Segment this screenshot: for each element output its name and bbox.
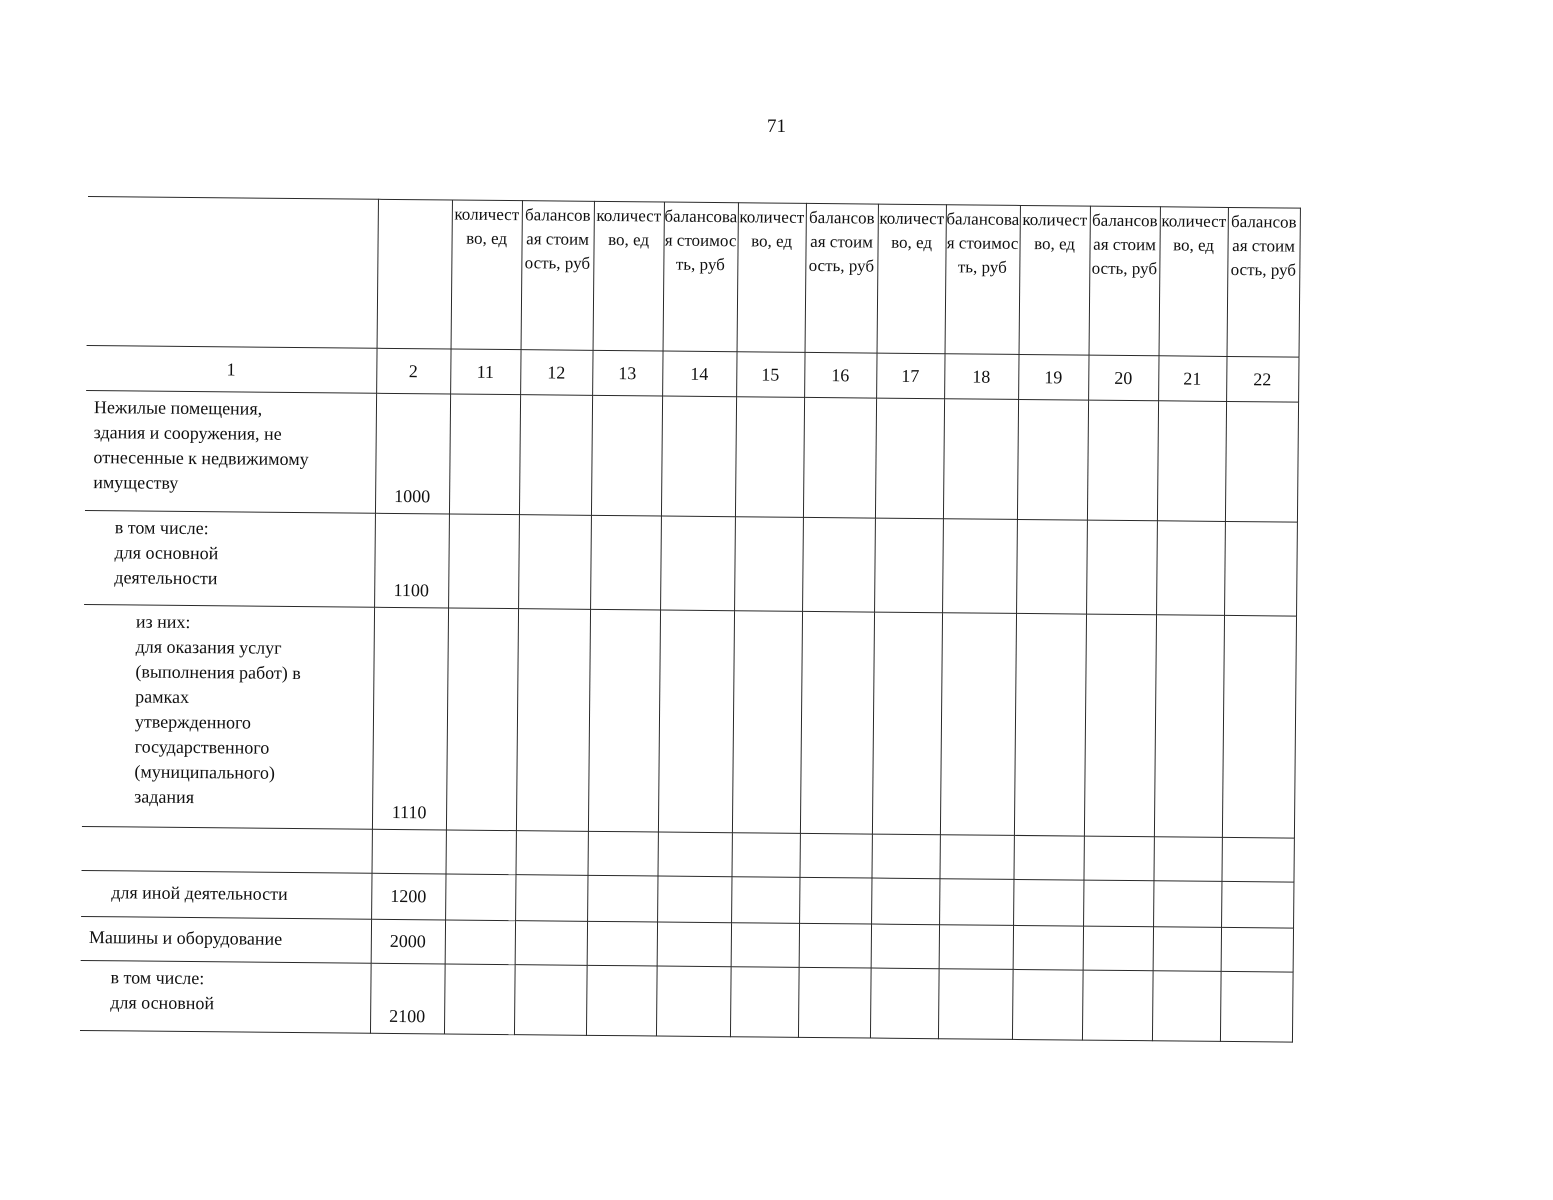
column-number: 11 xyxy=(450,349,520,395)
data-cell xyxy=(516,609,590,832)
row-code: 1110 xyxy=(372,607,448,830)
data-cell xyxy=(871,878,939,925)
data-cell xyxy=(587,921,657,966)
data-cell xyxy=(590,515,661,610)
data-cell xyxy=(1013,879,1083,926)
data-cell xyxy=(731,923,799,968)
data-cell xyxy=(1012,969,1083,1040)
data-cell xyxy=(1221,927,1293,972)
subheader-balance-value: балансовая стоимость, руб xyxy=(805,203,878,353)
data-cell xyxy=(1222,615,1296,838)
data-cell xyxy=(799,877,871,924)
data-cell xyxy=(519,395,592,516)
data-cell xyxy=(798,967,871,1038)
data-cell xyxy=(657,922,731,967)
column-number: 16 xyxy=(804,352,876,398)
data-cell xyxy=(1221,837,1293,882)
data-cell xyxy=(939,835,1013,880)
data-cell xyxy=(444,964,515,1035)
data-cell xyxy=(445,920,515,965)
data-cell xyxy=(730,967,799,1038)
row-code: 2100 xyxy=(370,963,445,1034)
data-cell xyxy=(1084,614,1156,837)
subheader-balance-value: балансовая стоимость, руб xyxy=(1089,206,1160,356)
data-cell xyxy=(658,610,734,833)
row-code: 2000 xyxy=(371,919,445,964)
data-cell xyxy=(803,397,876,518)
data-cell xyxy=(734,517,803,612)
row-label: для иной деятельности xyxy=(81,870,371,919)
data-cell xyxy=(1157,401,1226,522)
column-number: 13 xyxy=(592,350,662,396)
data-cell xyxy=(1013,925,1083,970)
row-code: 1100 xyxy=(374,513,449,608)
data-cell xyxy=(657,876,731,923)
header-row xyxy=(87,196,1300,357)
data-cell xyxy=(516,831,588,876)
column-number: 21 xyxy=(1158,356,1226,402)
data-cell xyxy=(1154,615,1224,838)
data-cell xyxy=(515,875,587,922)
data-cell xyxy=(1082,970,1153,1041)
column-number: 18 xyxy=(944,354,1018,400)
data-cell xyxy=(871,834,939,879)
data-cell xyxy=(802,517,875,612)
data-cell xyxy=(1017,399,1088,520)
data-cell xyxy=(1016,519,1087,614)
column-number: 1 xyxy=(86,345,376,393)
data-cell xyxy=(1156,521,1225,616)
data-cell xyxy=(1220,971,1293,1042)
data-cell xyxy=(1153,881,1221,928)
column-number: 2 xyxy=(376,348,450,394)
data-cell xyxy=(938,969,1013,1040)
data-cell xyxy=(1083,836,1153,881)
header-label-cell xyxy=(87,196,378,348)
data-cell xyxy=(871,924,939,969)
column-number: 19 xyxy=(1018,354,1088,400)
data-cell xyxy=(1221,881,1293,928)
column-number: 14 xyxy=(662,351,736,397)
subheader-quantity: количество, ед xyxy=(877,204,946,354)
row-label: Машины и оборудование xyxy=(81,916,371,963)
data-cell xyxy=(660,516,735,611)
row-label: из них: для оказания услуг (выполнения работ) в рамках утвержденного государственного (муниципального) задания xyxy=(82,604,374,829)
row-code: 1200 xyxy=(371,873,445,920)
data-cell xyxy=(800,611,874,834)
data-cell xyxy=(446,608,518,831)
data-cell xyxy=(514,965,587,1036)
data-cell xyxy=(872,612,942,835)
table-container xyxy=(80,196,1300,1043)
row-label: в том числе: для основной xyxy=(80,960,371,1033)
data-cell xyxy=(731,833,799,878)
column-number: 15 xyxy=(736,352,804,398)
column-number: 22 xyxy=(1226,356,1298,402)
row-label xyxy=(82,826,372,873)
data-cell xyxy=(588,609,660,832)
data-cell xyxy=(942,519,1017,614)
data-cell xyxy=(940,613,1016,836)
subheader-quantity: количество, ед xyxy=(451,200,522,350)
data-cell xyxy=(518,515,591,610)
row-code xyxy=(372,829,446,874)
subheader-quantity: количество, ед xyxy=(1159,207,1228,357)
table-row xyxy=(85,390,1298,522)
data-cell xyxy=(1086,520,1157,615)
header-code-cell xyxy=(377,199,452,349)
data-cell xyxy=(1153,837,1221,882)
subheader-quantity: количество, ед xyxy=(1019,205,1090,355)
data-cell xyxy=(588,831,658,876)
data-cell xyxy=(587,875,657,922)
table-row xyxy=(80,960,1293,1042)
data-cell xyxy=(515,921,587,966)
data-cell xyxy=(799,833,871,878)
subheader-balance-value: балансовая стоимость, руб xyxy=(663,202,738,352)
data-cell xyxy=(448,514,519,609)
property-table xyxy=(80,196,1300,1043)
data-cell xyxy=(799,923,871,968)
data-cell xyxy=(874,518,943,613)
data-cell xyxy=(939,879,1013,926)
data-cell xyxy=(735,397,804,518)
data-cell xyxy=(1152,971,1221,1042)
page-number: 71 xyxy=(767,116,786,137)
column-number: 17 xyxy=(876,353,944,399)
data-cell xyxy=(1153,927,1221,972)
data-cell xyxy=(446,830,516,875)
data-cell xyxy=(731,877,799,924)
data-cell xyxy=(732,611,802,834)
subheader-balance-value: балансовая стоимость, руб xyxy=(521,201,594,351)
data-cell xyxy=(1087,400,1158,521)
data-cell xyxy=(1083,926,1153,971)
subheader-quantity: количество, ед xyxy=(593,201,664,351)
column-number: 12 xyxy=(520,350,592,396)
table-row xyxy=(82,604,1296,838)
data-cell xyxy=(1225,401,1298,522)
data-cell xyxy=(657,832,731,877)
data-cell xyxy=(1013,835,1083,880)
data-cell xyxy=(449,394,520,515)
data-cell xyxy=(939,925,1013,970)
data-cell xyxy=(870,968,939,1039)
data-cell xyxy=(591,395,662,516)
subheader-balance-value: балансовая стоимость, руб xyxy=(1227,207,1300,357)
data-cell xyxy=(445,874,515,921)
row-label: в том числе: для основной деятельности xyxy=(84,510,375,607)
table-row xyxy=(84,510,1297,616)
subheader-balance-value: балансовая стоимость, руб xyxy=(945,205,1020,355)
column-number: 20 xyxy=(1088,355,1158,401)
data-cell xyxy=(1083,880,1153,927)
row-label: Нежилые помещения, здания и сооружения, не отнесенные к недвижимому имуществу xyxy=(85,390,376,513)
data-cell xyxy=(1014,613,1086,836)
data-cell xyxy=(943,399,1018,520)
row-code: 1000 xyxy=(375,393,450,514)
data-cell xyxy=(661,396,736,517)
data-cell xyxy=(875,398,944,519)
data-cell xyxy=(586,965,657,1036)
subheader-quantity: количество, ед xyxy=(737,203,806,353)
data-cell xyxy=(656,966,731,1037)
data-cell xyxy=(1224,521,1297,616)
